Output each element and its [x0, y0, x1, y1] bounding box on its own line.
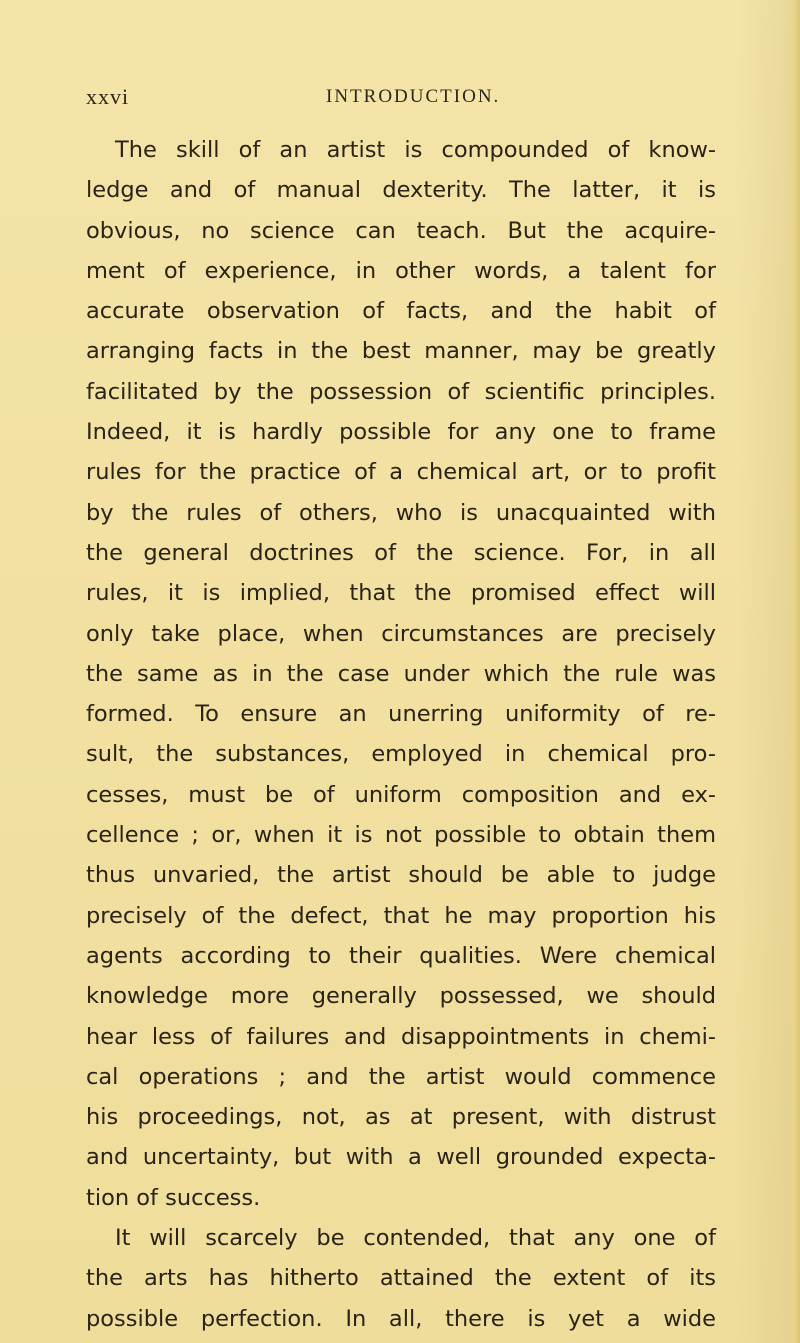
text-line: It will scarcely be contended, that any one of [115, 1225, 716, 1252]
body-text [86, 130, 716, 1339]
text-line: thus unvaried, the artist should be able to judge [86, 862, 716, 889]
text-line: the arts has hitherto attained the extent of its [86, 1265, 716, 1292]
text-line: tion of success. [86, 1184, 261, 1211]
text-line: and uncertainty, but with a well grounded expecta- [86, 1144, 716, 1171]
text-line: the general doctrines of the science. For, in all [86, 539, 716, 566]
text-line: ledge and of manual dexterity. The latter, it is [86, 177, 716, 204]
text-line: the same as in the case under which the rule was [86, 660, 716, 687]
text-line: facilitated by the possession of scientific principles. [86, 378, 716, 405]
text-line: knowledge more generally possessed, we should [86, 983, 716, 1010]
text-line: rules for the practice of a chemical art, or to profit [86, 459, 716, 486]
text-line: The skill of an artist is compounded of know- [115, 137, 716, 163]
page-number: xxvi [86, 84, 130, 109]
running-head: INTRODUCTION. [326, 86, 501, 107]
text-line: hear less of failures and disappointments in chemi- [86, 1023, 716, 1050]
page-header [86, 84, 716, 114]
text-line: only take place, when circumstances are precisely [86, 620, 716, 647]
text-line: cal operations ; and the artist would commence [86, 1063, 716, 1090]
text-line: cesses, must be of uniform composition and ex- [86, 781, 716, 808]
text-line: sult, the substances, employed in chemical pro- [86, 741, 716, 768]
page-edge-shadow [786, 0, 800, 1343]
text-line: by the rules of others, who is unacquainted with [86, 499, 716, 526]
text-line: rules, it is implied, that the promised effect will [86, 580, 716, 607]
text-line: formed. To ensure an unerring uniformity of re- [86, 701, 716, 728]
text-line: agents according to their qualities. Were chemical [86, 942, 716, 969]
text-line: obvious, no science can teach. But the acquire- [86, 217, 716, 244]
text-line: ment of experience, in other words, a talent for [86, 257, 716, 284]
text-line: cellence ; or, when it is not possible to obtain them [86, 822, 716, 849]
text-line: arranging facts in the best manner, may be greatly [86, 338, 716, 365]
text-line: precisely of the defect, that he may proportion his [86, 902, 716, 929]
text-line: his proceedings, not, as at present, with distrust [86, 1104, 716, 1131]
text-line: accurate observation of facts, and the habit of [86, 298, 716, 325]
text-line: possible perfection. In all, there is yet a wide [86, 1305, 716, 1332]
text-line: Indeed, it is hardly possible for any one to frame [86, 419, 716, 446]
